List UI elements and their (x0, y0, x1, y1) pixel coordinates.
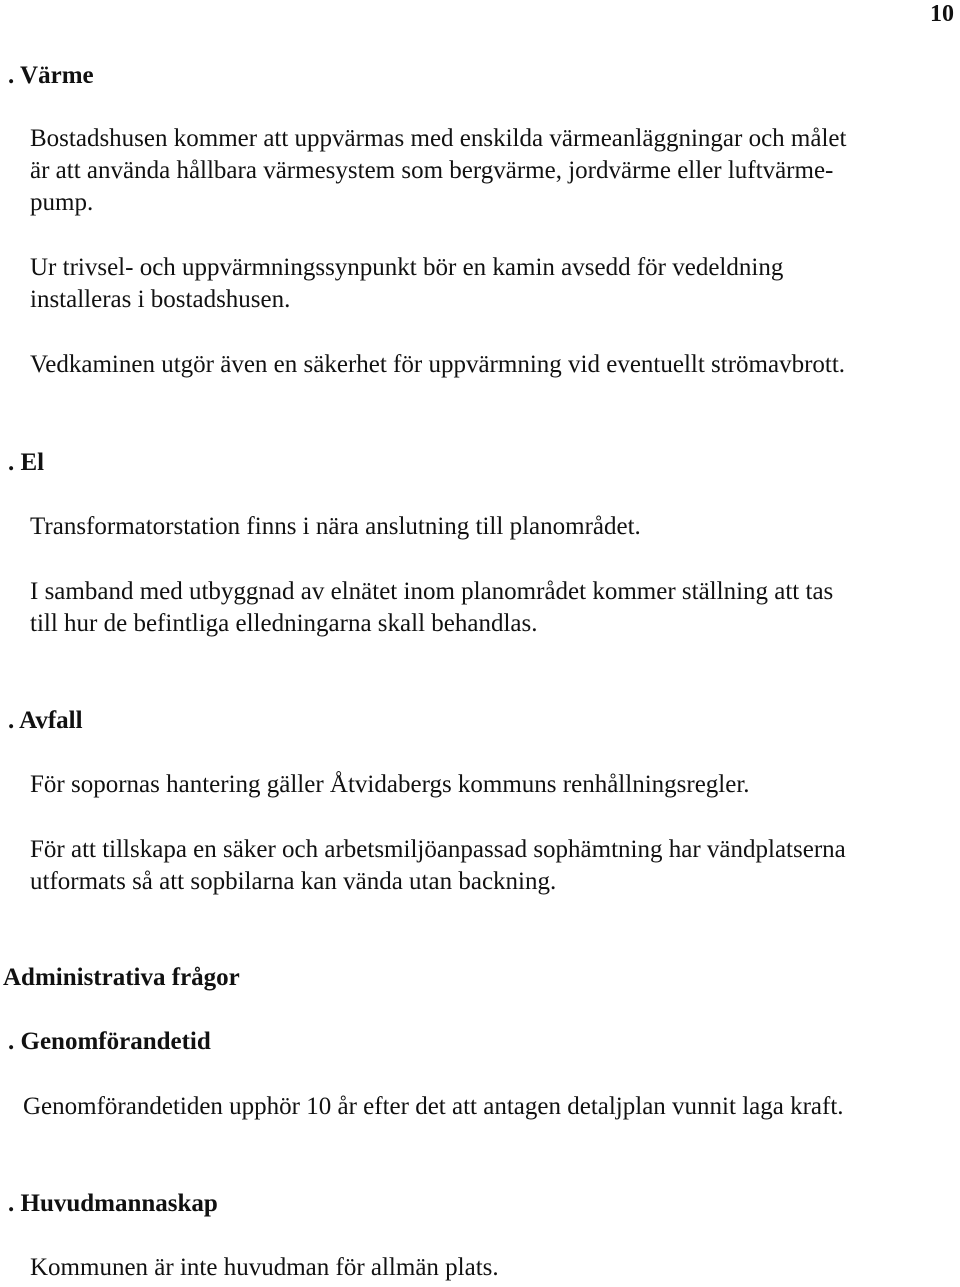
chapter-heading-administrativa-fragor: Administrativa frågor (3, 964, 240, 991)
paragraph-line: pump. (30, 189, 94, 216)
paragraph-line: Transformatorstation finns i nära anslutning till planområdet. (30, 513, 641, 540)
paragraph-line: installeras i bostadshusen. (30, 286, 291, 313)
paragraph-line: Kommunen är inte huvudman för allmän plats. (30, 1254, 499, 1281)
paragraph-line: Vedkaminen utgör även en säkerhet för uppvärmning vid eventuellt strömavbrott. (30, 351, 846, 378)
paragraph-line: utformats så att sopbilarna kan vända utan backning. (30, 868, 557, 895)
paragraph-line: Genomförandetiden upphör 10 år efter det att antagen detaljplan vunnit laga kraft. (23, 1093, 844, 1120)
paragraph-line: För sopornas hantering gäller Åtvidabergs kommuns renhållningsregler. (30, 771, 750, 798)
page-number: 10 (930, 1, 954, 27)
section-heading-el: . El (8, 449, 45, 476)
paragraph-line: För att tillskapa en säker och arbetsmiljöanpassad sophämtning har vändplatserna (30, 836, 846, 863)
paragraph-line: I samband med utbyggnad av elnätet inom planområdet kommer ställning att tas (30, 578, 834, 605)
paragraph-line: till hur de befintliga elledningarna skall behandlas. (30, 610, 538, 637)
paragraph-line: Bostadshusen kommer att uppvärmas med enskilda värmeanläggningar och målet (30, 125, 847, 152)
paragraph-line: Ur trivsel- och uppvärmningssynpunkt bör en kamin avsedd för vedeldning (30, 254, 784, 281)
section-heading-huvudmannaskap: . Huvudmannaskap (8, 1190, 218, 1217)
section-heading-varme: . Värme (8, 62, 94, 89)
section-heading-avfall: . Avfall (8, 707, 83, 734)
section-heading-genomforandetid: . Genomförandetid (8, 1028, 211, 1055)
paragraph-line: är att använda hållbara värmesystem som bergvärme, jordvärme eller luftvärme- (30, 157, 834, 184)
